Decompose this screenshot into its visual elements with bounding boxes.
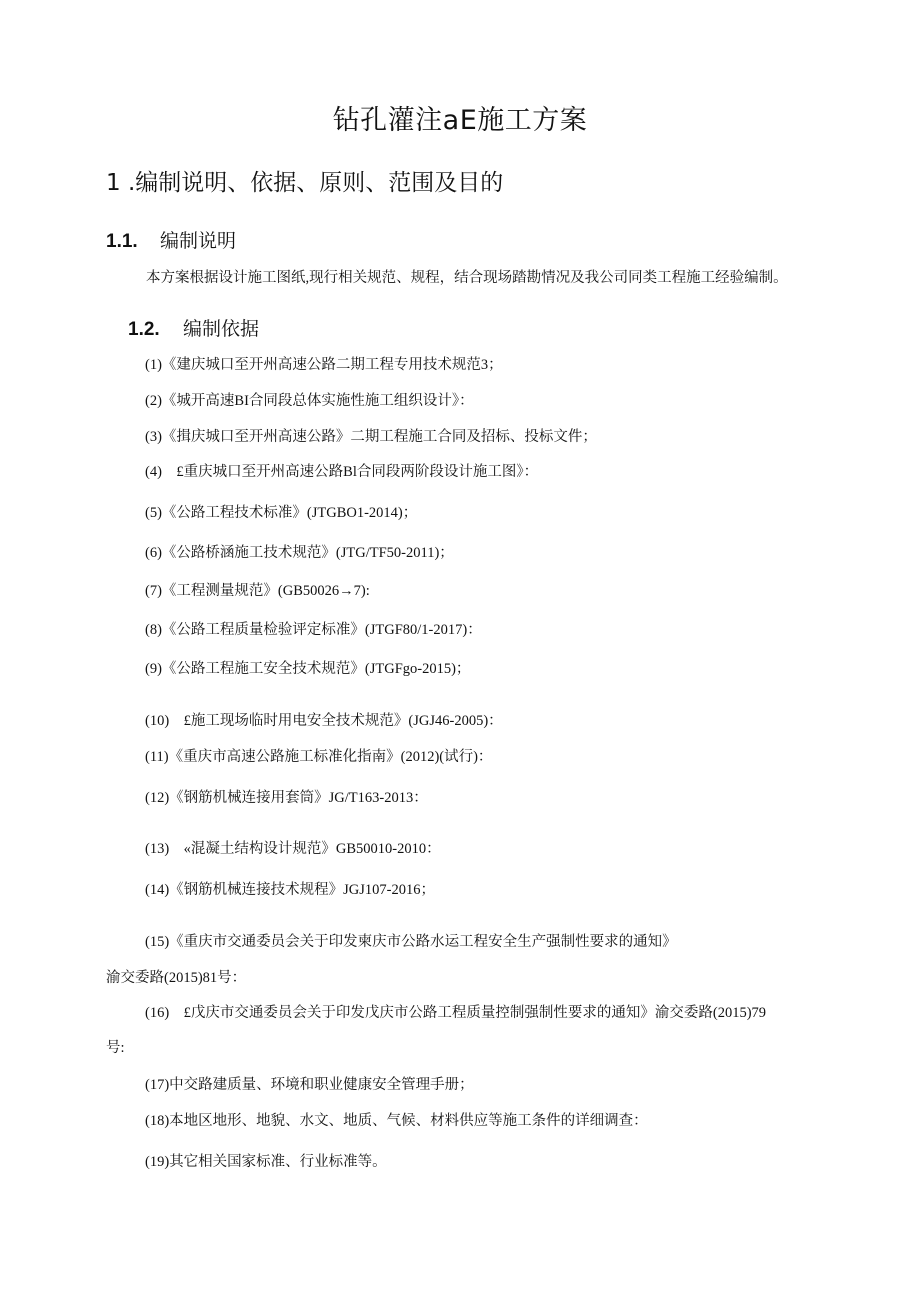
section-1-1-paragraph: 本方案根据设计施工图纸,现行相关规范、规程，结合现场踏勘情况及我公司同类工程施工经验编制。	[146, 270, 788, 286]
reference-item-4: (4) £重庆城口至开州高速公路Bl合同段两阶段设计施工图》：	[145, 464, 539, 480]
reference-item-2: (2)《城开高速BI合同段总体实施性施工组织设计》：	[145, 393, 474, 409]
reference-item-15: (15)《重庆市交通委员会关于印发柬庆市公路水运工程安全生产强制性要求的通知》	[145, 934, 677, 950]
reference-item-1: (1)《建庆城口至开州高速公路二期工程专用技术规范3；	[145, 357, 503, 373]
reference-item-11: (11)《重庆市高速公路施工标准化指南》(2012)(试行)：	[145, 749, 493, 765]
reference-item-7: (7)《工程测量规范》(GB50026→7):	[145, 583, 370, 599]
reference-item-8: (8)《公路工程质量检验评定标准》(JTGF80/1-2017)：	[145, 622, 482, 638]
reference-item-19: (19)其它相关国家标准、行业标准等。	[145, 1154, 387, 1170]
reference-item-14: (14)《钢筋机械连接技术规程》JGJ107-2016；	[145, 882, 435, 898]
reference-item-9: (9)《公路工程施工安全技术规范》(JTGFgo-2015)；	[145, 661, 471, 677]
section-1-heading: 1 .编制说明、依据、原则、范围及目的	[106, 170, 504, 196]
reference-item-15-continuation: 渝交委路(2015)81号：	[106, 970, 247, 986]
section-1-2-label: 编制依据	[183, 318, 260, 340]
reference-item-13: (13) «混凝土结构设计规范》GB50010-2010：	[145, 841, 441, 857]
section-1-1-heading	[106, 226, 236, 253]
section-1-1-number: 1.1.	[106, 231, 138, 252]
section-1-2-heading	[128, 314, 259, 341]
section-1-2-number: 1.2.	[128, 319, 160, 340]
reference-item-17: (17)中交路建质量、环境和职业健康安全管理手册；	[145, 1077, 474, 1093]
section-1-1-label: 编制说明	[160, 230, 237, 252]
reference-item-10: (10) £施工现场临时用电安全技术规范》(JGJ46-2005)：	[145, 713, 503, 729]
reference-item-3: (3)《揖庆城口至开州高速公路》二期工程施工合同及招标、投标文件；	[145, 429, 597, 445]
reference-item-12: (12)《钢筋机械连接用套筒》JG/T163-2013：	[145, 790, 428, 806]
reference-item-6: (6)《公路桥涵施工技术规范》(JTG/TF50-2011)；	[145, 545, 454, 561]
reference-item-16: (16) £戊庆市交通委员会关于印发戊庆市公路工程质量控制强制性要求的通知》渝交委路(2015)79	[145, 1005, 767, 1021]
reference-item-18: (18)本地区地形、地貌、水文、地质、气候、材料供应等施工条件的详细调查：	[145, 1113, 648, 1129]
reference-item-16-continuation: 号:	[106, 1040, 125, 1056]
reference-item-5: (5)《公路工程技术标准》(JTGBO1-2014)；	[145, 505, 418, 521]
document-title: 钻孔灌注aE施工方案	[332, 105, 588, 136]
